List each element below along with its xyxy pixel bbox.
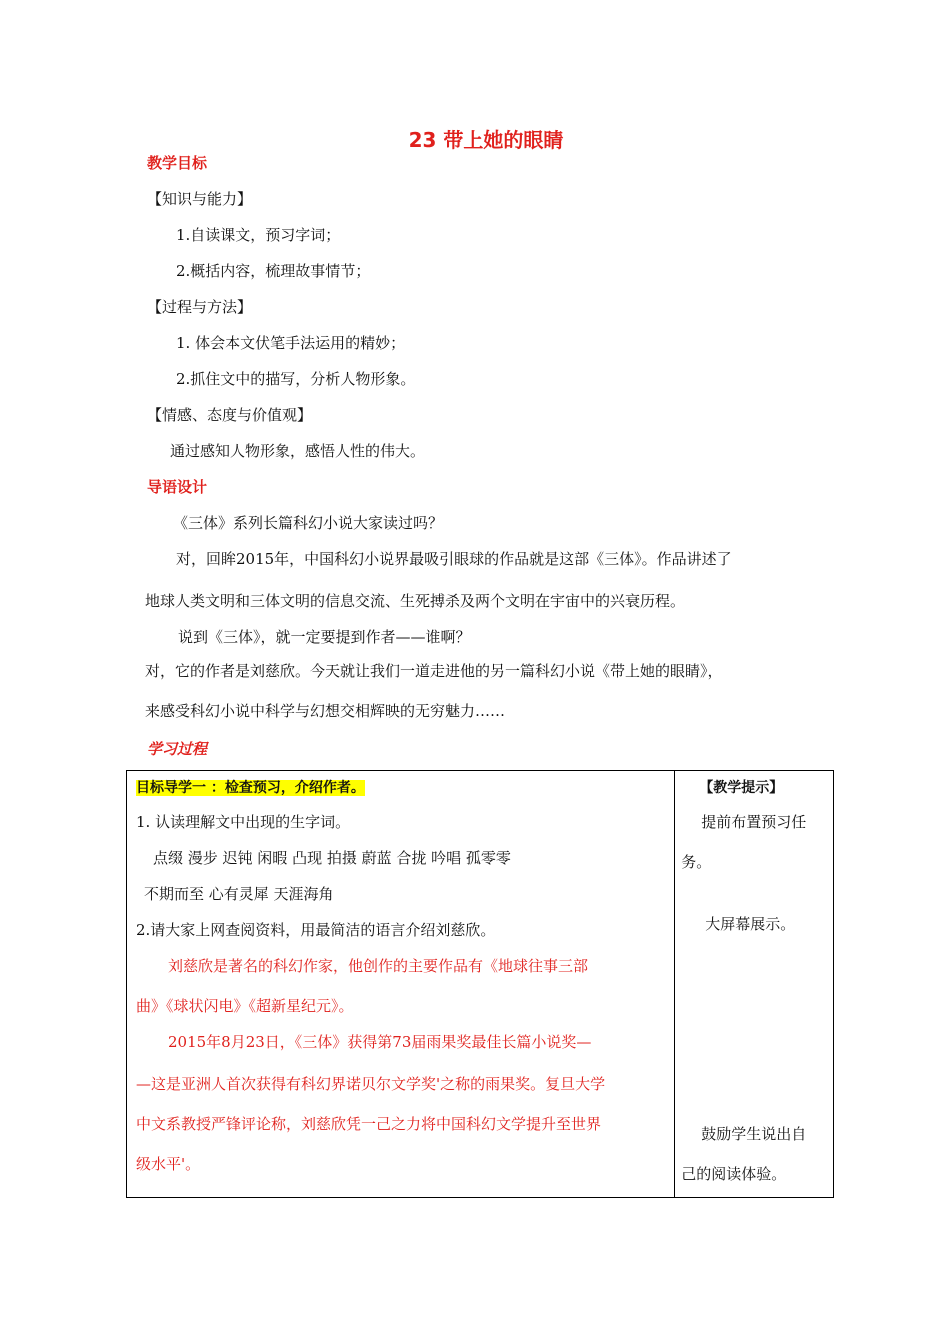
knowledge-item: 2.概括内容，梳理故事情节； — [176, 262, 371, 280]
answer-line: 2015年8月23日，《三体》获得第73届雨果奖最佳长篇小说奖— — [168, 1033, 592, 1051]
hint-text: 己的阅读体验。 — [681, 1165, 787, 1183]
answer-line: 曲》《球状闪电》《超新星纪元》。 — [136, 997, 354, 1015]
process-item: 1. 体会本文伏笔手法运用的精妙； — [176, 334, 406, 352]
hint-text: 提前布置预习任 — [701, 813, 807, 831]
answer-line: 刘慈欣是著名的科幻作家，他创作的主要作品有《地球往事三部 — [168, 957, 589, 975]
emotion-text: 通过感知人物形象，感悟人性的伟大。 — [170, 442, 426, 460]
knowledge-label: 【知识与能力】 — [147, 190, 253, 208]
emotion-label: 【情感、态度与价值观】 — [147, 406, 313, 424]
process-item: 2.抓住文中的描写，分析人物形象。 — [176, 370, 416, 388]
hint-text: 大屏幕展示。 — [705, 915, 796, 933]
intro-line: 说到《三体》，就一定要提到作者——谁啊？ — [178, 628, 471, 646]
hint-text: 务。 — [681, 853, 712, 871]
intro-line: 来感受科幻小说中科学与幻想交相辉映的无穷魅力…… — [145, 702, 506, 720]
hint-title: 【教学提示】 — [699, 780, 784, 796]
intro-heading: 导语设计 — [147, 478, 208, 496]
content-cell — [127, 771, 675, 1198]
answer-line: 级水平'。 — [136, 1155, 201, 1173]
answer-line: 中文系教授严锋评论称，刘慈欣凭一己之力将中国科幻文学提升至世界 — [136, 1115, 602, 1133]
word-list: 不期而至 心有灵犀 天涯海角 — [144, 885, 334, 903]
process-heading: 学习过程 — [147, 740, 208, 758]
question-2: 2.请大家上网查阅资料，用最简洁的语言介绍刘慈欣。 — [136, 921, 496, 939]
word-list: 点缀 漫步 迟钝 闲暇 凸现 拍摄 蔚蓝 合拢 吟唱 孤零零 — [153, 849, 511, 867]
hint-cell — [675, 771, 834, 1198]
intro-line: 地球人类文明和三体文明的信息交流、生死搏杀及两个文明在宇宙中的兴衰历程。 — [145, 592, 686, 610]
objectives-heading: 教学目标 — [147, 154, 208, 172]
knowledge-item: 1.自读课文，预习字词； — [176, 226, 341, 244]
page-title: 23 带上她的眼睛 — [408, 128, 564, 152]
intro-line: 对，回眸2015年，中国科幻小说界最吸引眼球的作品就是这部《三体》。作品讲述了 — [176, 550, 732, 568]
hint-text: 鼓励学生说出自 — [701, 1125, 807, 1143]
question-1: 1. 认读理解文中出现的生字词。 — [136, 813, 351, 831]
process-label: 【过程与方法】 — [147, 298, 253, 316]
lesson-table — [126, 770, 834, 1198]
goal-title: 目标导学一 ：检查预习，介绍作者。 — [136, 780, 365, 796]
answer-line: —这是亚洲人首次获得有科幻界诺贝尔文学奖'之称的雨果奖。复旦大学 — [136, 1075, 606, 1093]
intro-line: 对，它的作者是刘慈欣。今天就让我们一道走进他的另一篇科幻小说《带上她的眼睛》， — [145, 662, 723, 680]
intro-line: 《三体》系列长篇科幻小说大家读过吗？ — [173, 514, 444, 532]
